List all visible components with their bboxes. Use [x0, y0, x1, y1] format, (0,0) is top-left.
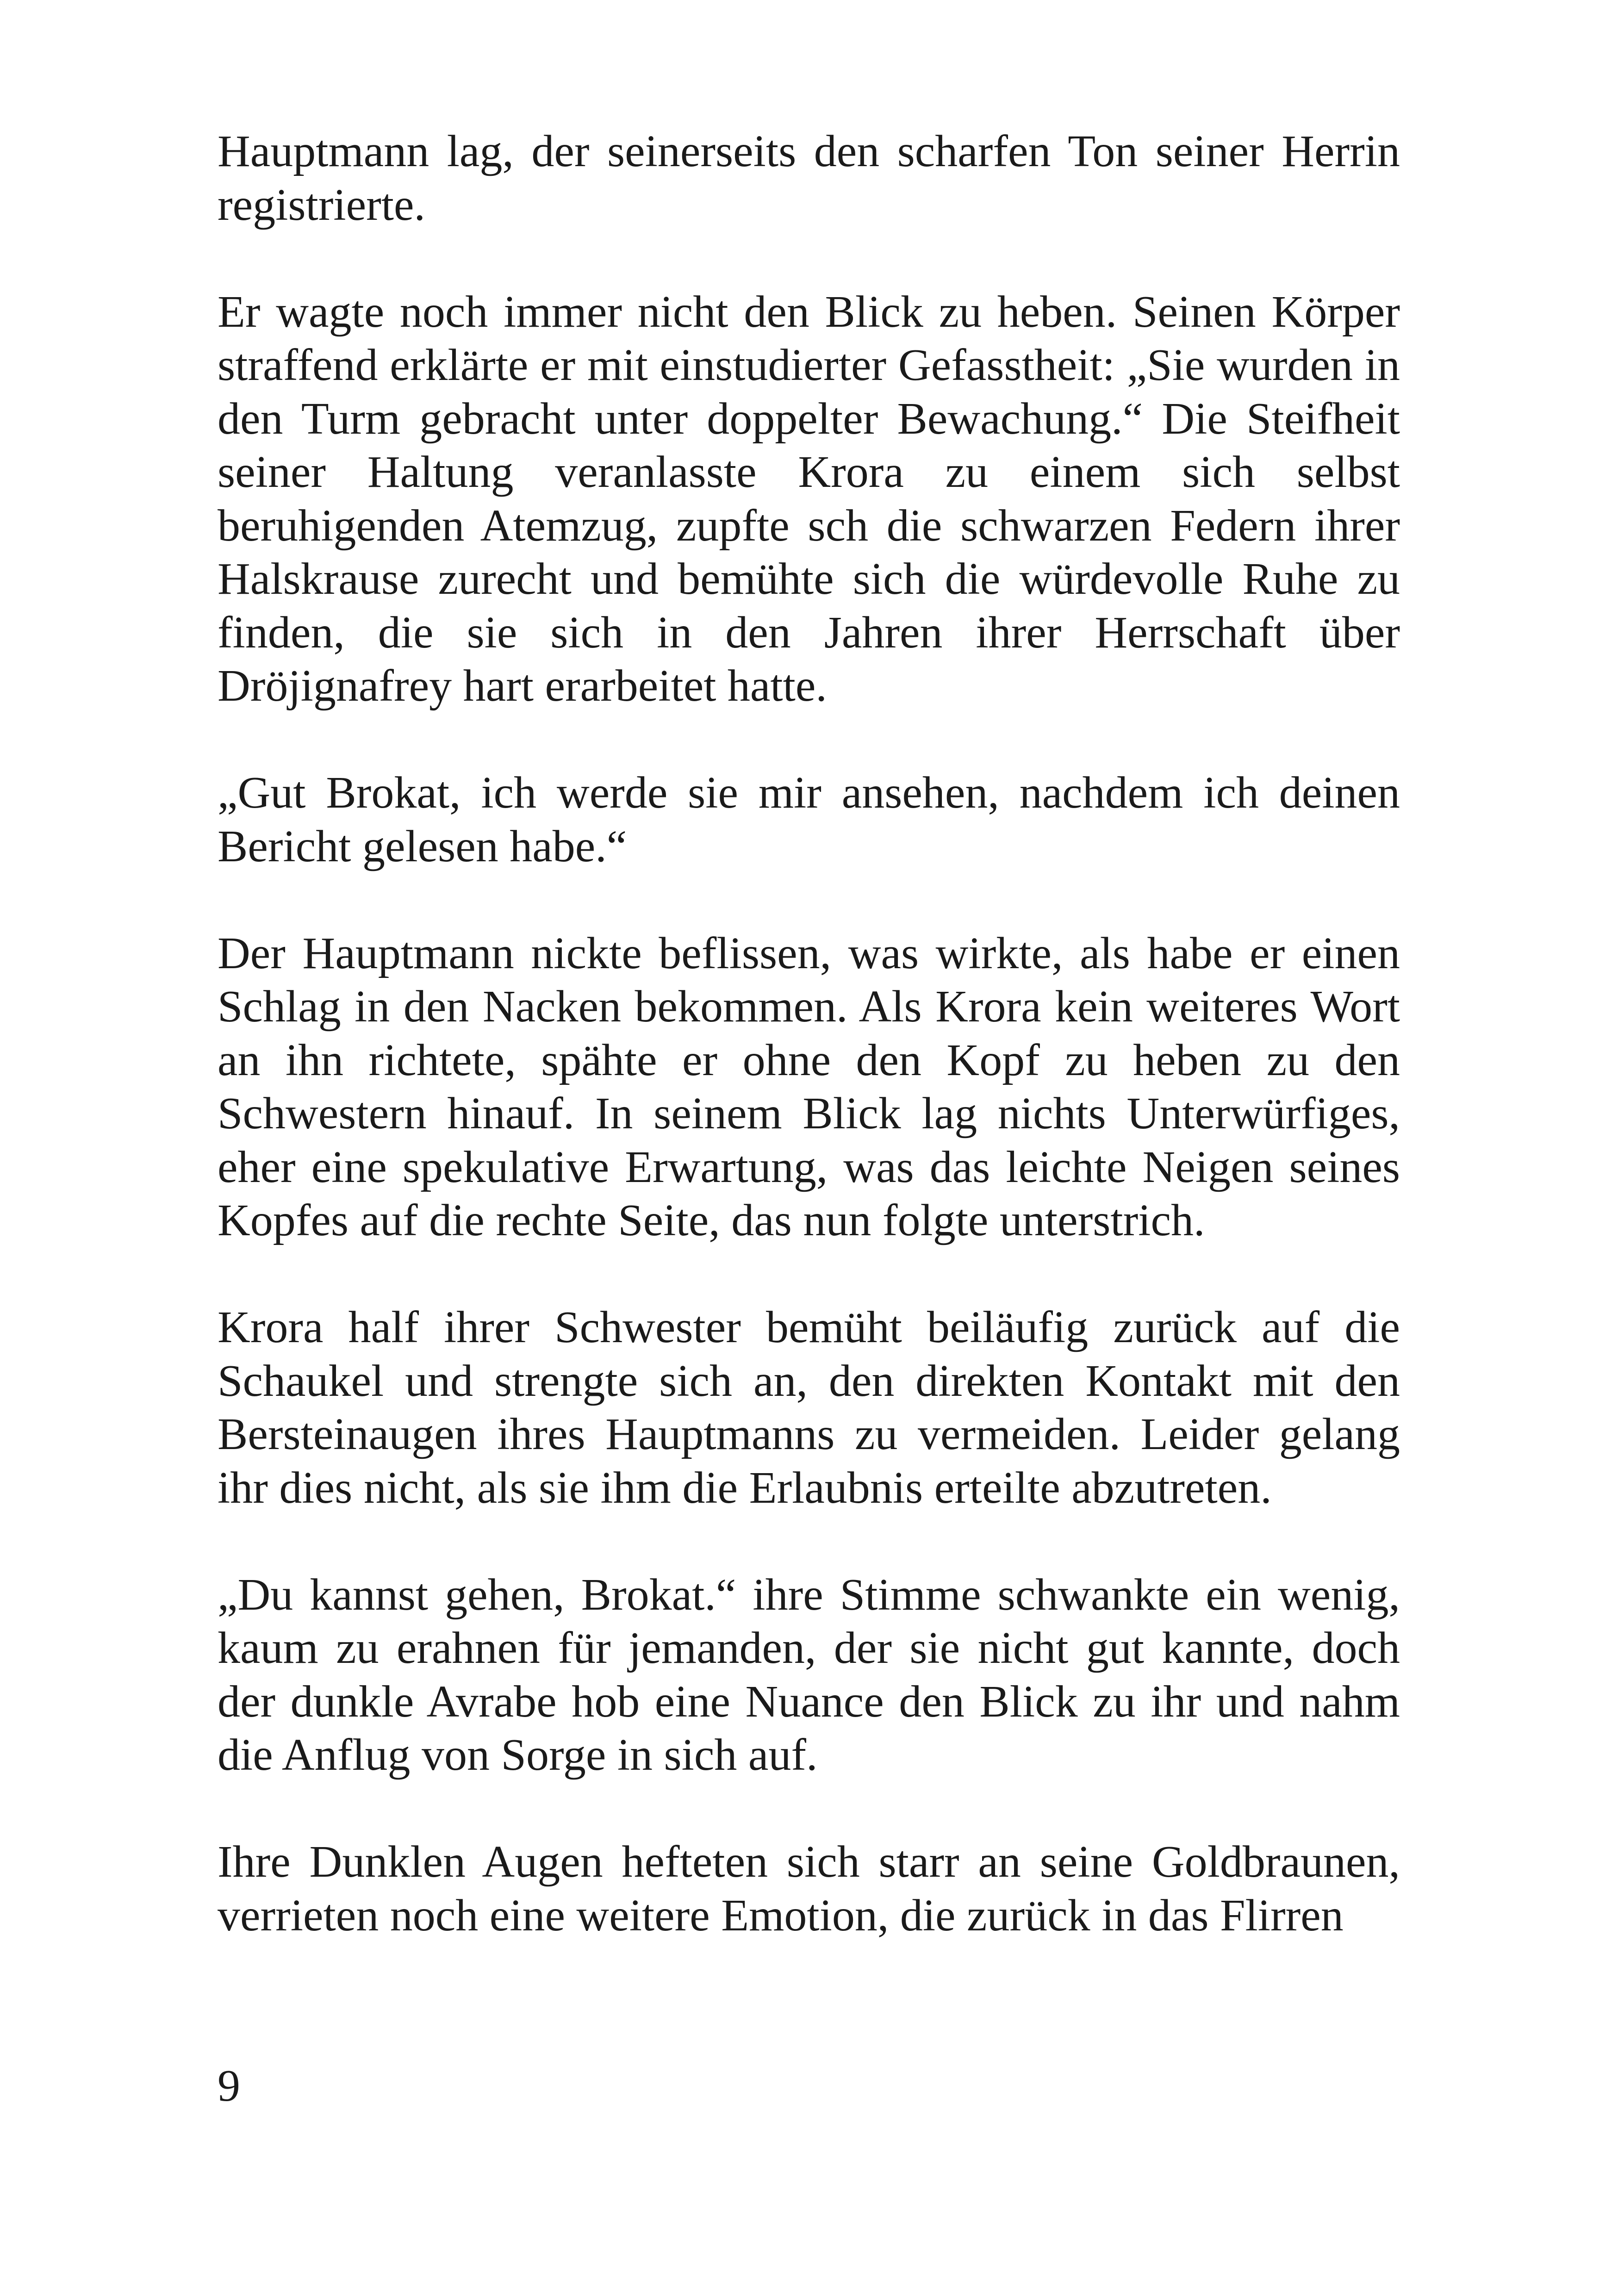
paragraph-4: Der Hauptmann nickte beflissen, was wirkte, als habe er einen Schlag in den Nacken bekommen. Als Krora kein weiteres Wort an ihn richtete, spähte er ohne den Kopf zu heben zu den Schwestern hinauf. In seinem Blick lag nichts Unterwürfiges, eher eine spekulative Erwartung, was das leichte Neigen seines Kopfes auf die rechte Seite, das nun folgte unterstrich. — [218, 928, 1400, 1245]
paragraph-2: Er wagte noch immer nicht den Blick zu heben. Seinen Körper straffend erklärte er mit einstudierter Gefasstheit: „Sie wurden in den Turm gebracht unter doppelter Bewachung.“ Die Steifheit seiner Haltung veranlasste Krora zu einem sich selbst beruhigenden Atemzug, zupfte sch die schwarzen Federn ihrer Halskrause zurecht und bemühte sich die würdevolle Ruhe zu finden, die sie sich in den Jahren ihrer Herrschaft über Dröjignafrey hart erarbeitet hatte. — [218, 286, 1400, 711]
page-number: 9 — [218, 2061, 240, 2111]
paragraph-7: Ihre Dunklen Augen hefteten sich starr an seine Goldbraunen, verrieten noch eine weitere Emotion, die zurück in das Flirren — [218, 1837, 1400, 1941]
paragraph-6: „Du kannst gehen, Brokat.“ ihre Stimme schwankte ein wenig, kaum zu erahnen für jemanden, der sie nicht gut kannte, doch der dunkle Avrabe hob eine Nuance den Blick zu ihr und nahm die Anflug von Sorge in sich auf. — [218, 1569, 1400, 1780]
page-body — [218, 125, 1400, 1996]
paragraph-3: „Gut Brokat, ich werde sie mir ansehen, nachdem ich deinen Bericht gelesen habe.“ — [218, 768, 1400, 871]
paragraph-5: Krora half ihrer Schwester bemüht beiläufig zurück auf die Schaukel und strengte sich an, den direkten Kontakt mit den Bersteinaugen ihres Hauptmanns zu vermeiden. Leider gelang ihr dies nicht, als sie ihm die Erlaubnis erteilte abzutreten. — [218, 1302, 1400, 1513]
paragraph-1: Hauptmann lag, der seinerseits den scharfen Ton seiner Herrin registrierte. — [218, 126, 1400, 230]
